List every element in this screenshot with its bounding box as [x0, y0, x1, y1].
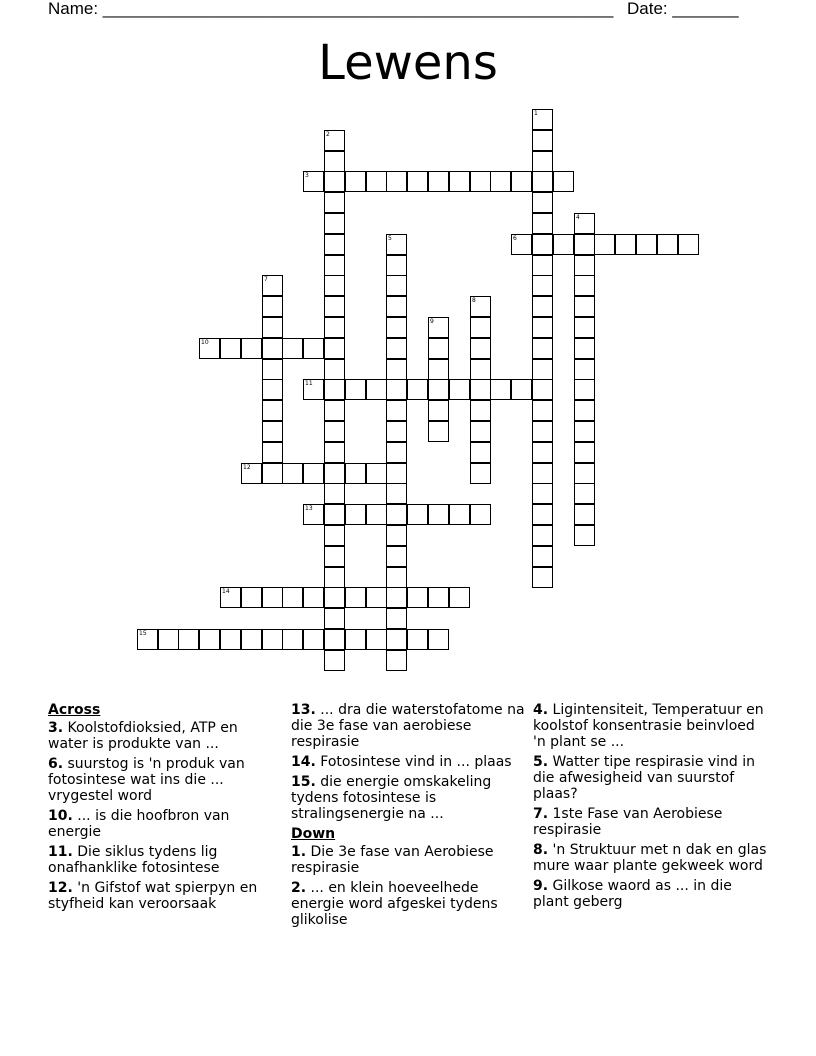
- crossword-cell[interactable]: [386, 296, 407, 317]
- crossword-cell[interactable]: [407, 171, 428, 192]
- cell-number: 4: [576, 214, 580, 221]
- crossword-cell[interactable]: [532, 483, 553, 504]
- crossword-cell[interactable]: [553, 171, 574, 192]
- crossword-cell[interactable]: [262, 359, 283, 380]
- crossword-cell[interactable]: [594, 234, 615, 255]
- crossword-cell[interactable]: [574, 213, 595, 234]
- clue-across-14: 14. Fotosintese vind in ... plaas: [291, 754, 512, 770]
- cell-number: 6: [513, 235, 517, 242]
- crossword-cell[interactable]: [532, 234, 553, 255]
- crossword-cell[interactable]: [386, 587, 407, 608]
- crossword-cell[interactable]: [324, 359, 345, 380]
- crossword-cell[interactable]: [324, 400, 345, 421]
- crossword-cell[interactable]: [324, 504, 345, 525]
- crossword-cell[interactable]: [324, 525, 345, 546]
- crossword-cell[interactable]: [532, 567, 553, 588]
- crossword-cell[interactable]: [407, 379, 428, 400]
- crossword-cell[interactable]: [386, 421, 407, 442]
- crossword-cell[interactable]: [470, 400, 491, 421]
- crossword-cell[interactable]: [324, 130, 345, 151]
- crossword-cell[interactable]: [532, 359, 553, 380]
- crossword-cell[interactable]: [324, 650, 345, 671]
- crossword-cell[interactable]: [324, 275, 345, 296]
- crossword-cell[interactable]: [262, 338, 283, 359]
- crossword-cell[interactable]: [386, 338, 407, 359]
- crossword-cell[interactable]: [574, 400, 595, 421]
- crossword-cell[interactable]: [137, 629, 158, 650]
- cell-number: 10: [201, 339, 209, 346]
- crossword-cell[interactable]: [532, 525, 553, 546]
- crossword-cell[interactable]: [470, 379, 491, 400]
- crossword-cell[interactable]: [366, 463, 387, 484]
- crossword-cell[interactable]: [241, 629, 262, 650]
- crossword-cell[interactable]: [345, 463, 366, 484]
- crossword-cell[interactable]: [532, 463, 553, 484]
- crossword-cell[interactable]: [574, 525, 595, 546]
- crossword-cell[interactable]: [574, 359, 595, 380]
- crossword-cell[interactable]: [324, 546, 345, 567]
- crossword-cell[interactable]: [428, 338, 449, 359]
- crossword-cell[interactable]: [386, 483, 407, 504]
- crossword-cell[interactable]: [574, 234, 595, 255]
- crossword-cell[interactable]: [532, 255, 553, 276]
- crossword-cell[interactable]: [449, 379, 470, 400]
- crossword-cell[interactable]: [220, 629, 241, 650]
- crossword-cell[interactable]: [324, 338, 345, 359]
- crossword-cell[interactable]: [574, 463, 595, 484]
- crossword-cell[interactable]: [574, 275, 595, 296]
- crossword-cell[interactable]: [303, 338, 324, 359]
- crossword-cell[interactable]: [449, 587, 470, 608]
- crossword-cell[interactable]: [532, 546, 553, 567]
- clue-across-10: 10. ... is die hoofbron van energie: [48, 808, 230, 840]
- crossword-cell[interactable]: [428, 379, 449, 400]
- crossword-cell[interactable]: [262, 296, 283, 317]
- crossword-cell[interactable]: [324, 463, 345, 484]
- crossword-cell[interactable]: [262, 587, 283, 608]
- crossword-cell[interactable]: [470, 463, 491, 484]
- crossword-cell[interactable]: [366, 587, 387, 608]
- name-field-label[interactable]: Name: ______________________________________________________: [48, 0, 614, 18]
- crossword-cell[interactable]: [345, 504, 366, 525]
- crossword-cell[interactable]: [386, 255, 407, 276]
- crossword-cell[interactable]: [574, 442, 595, 463]
- cell-number: 2: [326, 131, 330, 138]
- crossword-cell[interactable]: [303, 587, 324, 608]
- crossword-cell[interactable]: [532, 151, 553, 172]
- crossword-cell[interactable]: [324, 442, 345, 463]
- crossword-cell[interactable]: [386, 317, 407, 338]
- crossword-cell[interactable]: [574, 504, 595, 525]
- crossword-cell[interactable]: [345, 587, 366, 608]
- crossword-cell[interactable]: [532, 317, 553, 338]
- crossword-cell[interactable]: [407, 587, 428, 608]
- crossword-cell[interactable]: [532, 400, 553, 421]
- crossword-cell[interactable]: [470, 359, 491, 380]
- crossword-cell[interactable]: [386, 629, 407, 650]
- crossword-cell[interactable]: [303, 379, 324, 400]
- crossword-cell[interactable]: [532, 109, 553, 130]
- crossword-cell[interactable]: [262, 317, 283, 338]
- crossword-cell[interactable]: [386, 463, 407, 484]
- crossword-cell[interactable]: [241, 338, 262, 359]
- crossword-cell[interactable]: [199, 338, 220, 359]
- crossword-cell[interactable]: [262, 379, 283, 400]
- crossword-cell[interactable]: [574, 483, 595, 504]
- crossword-cell[interactable]: [428, 400, 449, 421]
- crossword-cell[interactable]: [324, 213, 345, 234]
- crossword-cell[interactable]: [532, 504, 553, 525]
- crossword-cell[interactable]: [428, 421, 449, 442]
- crossword-cell[interactable]: [532, 275, 553, 296]
- crossword-cell[interactable]: [511, 234, 532, 255]
- clue-down-4: 4. Ligintensiteit, Temperatuur en koolstof konsentrasie beinvloed 'n plant se ...: [533, 702, 764, 750]
- crossword-cell[interactable]: [386, 650, 407, 671]
- crossword-cell[interactable]: [428, 317, 449, 338]
- crossword-cell[interactable]: [511, 379, 532, 400]
- crossword-cell[interactable]: [470, 171, 491, 192]
- crossword-cell[interactable]: [407, 629, 428, 650]
- cell-number: 15: [139, 630, 147, 637]
- crossword-cell[interactable]: [386, 546, 407, 567]
- crossword-cell[interactable]: [324, 379, 345, 400]
- crossword-cell[interactable]: [428, 587, 449, 608]
- crossword-cell[interactable]: [303, 504, 324, 525]
- crossword-cell[interactable]: [324, 567, 345, 588]
- crossword-cell[interactable]: [324, 608, 345, 629]
- crossword-cell[interactable]: [178, 629, 199, 650]
- crossword-cell[interactable]: [428, 171, 449, 192]
- clue-down-5: 5. Watter tipe respirasie vind in die afwesigheid van suurstof plaas?: [533, 754, 756, 802]
- crossword-cell[interactable]: [241, 463, 262, 484]
- clue-across-3: 3. Koolstofdioksied, ATP en water is produkte van ...: [48, 720, 238, 752]
- cell-number: 3: [305, 172, 309, 179]
- crossword-cell[interactable]: [470, 296, 491, 317]
- crossword-cell[interactable]: [324, 171, 345, 192]
- cell-number: 12: [243, 464, 251, 471]
- crossword-cell[interactable]: [324, 296, 345, 317]
- crossword-cell[interactable]: [386, 379, 407, 400]
- crossword-cell[interactable]: [324, 421, 345, 442]
- crossword-cell[interactable]: [282, 463, 303, 484]
- crossword-cell[interactable]: [574, 296, 595, 317]
- crossword-cell[interactable]: [490, 171, 511, 192]
- cell-number: 14: [222, 588, 230, 595]
- clues-column-2: [291, 702, 525, 932]
- crossword-cell[interactable]: [324, 192, 345, 213]
- crossword-cell[interactable]: [158, 629, 179, 650]
- clues-column-3: [533, 702, 767, 914]
- across-heading: Across: [48, 702, 101, 718]
- crossword-cell[interactable]: [324, 483, 345, 504]
- crossword-cell[interactable]: [470, 421, 491, 442]
- crossword-cell[interactable]: [532, 130, 553, 151]
- crossword-cell[interactable]: [262, 442, 283, 463]
- crossword-cell[interactable]: [532, 338, 553, 359]
- crossword-cell[interactable]: [366, 171, 387, 192]
- cell-number: 11: [305, 380, 313, 387]
- crossword-cell[interactable]: [657, 234, 678, 255]
- clue-down-2: 2. ... en klein hoeveelhede energie word afgeskei tydens glikolise: [291, 880, 498, 928]
- crossword-cell[interactable]: [574, 379, 595, 400]
- crossword-cell[interactable]: [428, 629, 449, 650]
- crossword-cell[interactable]: [574, 421, 595, 442]
- crossword-cell[interactable]: [366, 504, 387, 525]
- clue-across-6: 6. suurstog is 'n produk van fotosintese wat ins die ... vrygestel word: [48, 756, 245, 804]
- crossword-cell[interactable]: [324, 234, 345, 255]
- crossword-cell[interactable]: [470, 317, 491, 338]
- crossword-cell[interactable]: [386, 171, 407, 192]
- crossword-cell[interactable]: [324, 587, 345, 608]
- crossword-cell[interactable]: [511, 171, 532, 192]
- crossword-cell[interactable]: [449, 171, 470, 192]
- crossword-cell[interactable]: [220, 587, 241, 608]
- cell-number: 13: [305, 505, 313, 512]
- clue-across-12: 12. 'n Gifstof wat spierpyn en styfheid kan veroorsaak: [48, 880, 258, 912]
- crossword-cell[interactable]: [532, 171, 553, 192]
- crossword-cell[interactable]: [574, 338, 595, 359]
- crossword-cell[interactable]: [574, 255, 595, 276]
- crossword-cell[interactable]: [386, 275, 407, 296]
- clue-across-13: 13. ... dra die waterstofatome na die 3e fase van aerobiese respirasie: [291, 702, 525, 750]
- crossword-cell[interactable]: [199, 629, 220, 650]
- crossword-cell[interactable]: [241, 587, 262, 608]
- crossword-cell[interactable]: [345, 629, 366, 650]
- crossword-cell[interactable]: [428, 504, 449, 525]
- crossword-cell[interactable]: [262, 629, 283, 650]
- cell-number: 8: [472, 297, 476, 304]
- crossword-cell[interactable]: [428, 359, 449, 380]
- crossword-cell[interactable]: [303, 463, 324, 484]
- crossword-cell[interactable]: [220, 338, 241, 359]
- clue-down-7: 7. 1ste Fase van Aerobiese respirasie: [533, 806, 723, 838]
- puzzle-title: Lewens: [318, 35, 498, 91]
- crossword-cell[interactable]: [324, 151, 345, 172]
- crossword-cell[interactable]: [574, 317, 595, 338]
- crossword-cell[interactable]: [470, 442, 491, 463]
- crossword-cell[interactable]: [386, 234, 407, 255]
- crossword-cell[interactable]: [262, 275, 283, 296]
- crossword-cell[interactable]: [386, 567, 407, 588]
- crossword-cell[interactable]: [553, 234, 574, 255]
- down-heading: Down: [291, 826, 336, 842]
- crossword-cell[interactable]: [386, 525, 407, 546]
- cell-number: 5: [388, 235, 392, 242]
- clue-across-11: 11. Die siklus tydens lig onafhanklike fotosintese: [48, 844, 220, 876]
- crossword-cell[interactable]: [386, 504, 407, 525]
- crossword-cell[interactable]: [532, 421, 553, 442]
- crossword-cell[interactable]: [262, 463, 283, 484]
- crossword-cell[interactable]: [386, 400, 407, 421]
- crossword-cell[interactable]: [324, 629, 345, 650]
- crossword-cell[interactable]: [449, 504, 470, 525]
- crossword-cell[interactable]: [532, 213, 553, 234]
- crossword-cell[interactable]: [407, 504, 428, 525]
- clues-column-1: [48, 702, 282, 916]
- crossword-cell[interactable]: [303, 171, 324, 192]
- cell-number: 1: [534, 110, 538, 117]
- clue-down-9: 9. Gilkose waord as ... in die plant geberg: [533, 878, 732, 910]
- clue-down-1: 1. Die 3e fase van Aerobiese respirasie: [291, 844, 494, 876]
- crossword-cell[interactable]: [386, 359, 407, 380]
- crossword-cell[interactable]: [345, 171, 366, 192]
- crossword-cell[interactable]: [615, 234, 636, 255]
- crossword-cell[interactable]: [282, 629, 303, 650]
- clue-down-8: 8. 'n Struktuur met n dak en glas mure waar plante gekweek word: [533, 842, 767, 874]
- crossword-cell[interactable]: [532, 379, 553, 400]
- crossword-cell[interactable]: [366, 379, 387, 400]
- crossword-cell[interactable]: [678, 234, 699, 255]
- crossword-cell[interactable]: [636, 234, 657, 255]
- date-field-label[interactable]: Date: _______: [627, 0, 739, 18]
- cell-number: 7: [264, 276, 268, 283]
- crossword-cell[interactable]: [470, 338, 491, 359]
- crossword-cell[interactable]: [532, 296, 553, 317]
- crossword-cell[interactable]: [303, 629, 324, 650]
- crossword-cell[interactable]: [532, 192, 553, 213]
- cell-number: 9: [430, 318, 434, 325]
- crossword-cell[interactable]: [282, 587, 303, 608]
- crossword-cell[interactable]: [386, 442, 407, 463]
- crossword-cell[interactable]: [262, 400, 283, 421]
- crossword-cell[interactable]: [324, 317, 345, 338]
- crossword-cell[interactable]: [345, 379, 366, 400]
- crossword-cell[interactable]: [532, 442, 553, 463]
- crossword-cell[interactable]: [470, 504, 491, 525]
- crossword-cell[interactable]: [324, 255, 345, 276]
- clue-across-15: 15. die energie omskakeling tydens fotosintese is stralingsenergie na ...: [291, 774, 492, 822]
- crossword-cell[interactable]: [366, 629, 387, 650]
- crossword-cell[interactable]: [490, 379, 511, 400]
- crossword-cell[interactable]: [262, 421, 283, 442]
- crossword-cell[interactable]: [282, 338, 303, 359]
- crossword-cell[interactable]: [386, 608, 407, 629]
